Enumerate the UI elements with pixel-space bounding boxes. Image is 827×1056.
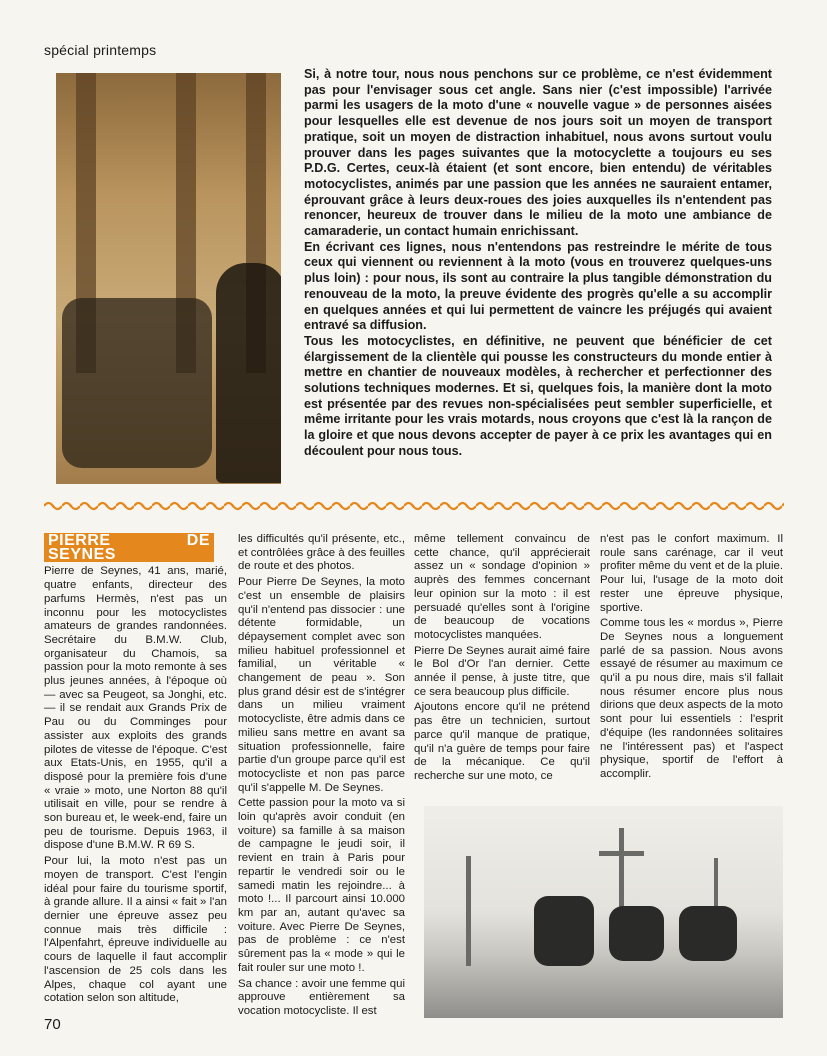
article-paragraph: n'est pas le confort maximum. Il roule sans carénage, car il veut profiter même du vent et de la pluie. Pour lui, l'usage de la moto doit rester une épreuve physique, sportive.	[600, 533, 783, 614]
article-paragraph: les difficultés qu'il présente, etc., et contrôlées grâce à des feuilles de route et des photos.	[238, 533, 405, 573]
article-paragraph: Comme tous les « mordus », Pierre De Seynes nous a longuement parlé de sa passion. Nous avons essayé de résumer au maximum ce qu'il a pu nous dire, mais s'il fallait nous résumer encore plus nous dirions que deux aspects de la moto sont pour lui essentiels : l'esprit d'équipe (les randonnées solitaires ne l'intéressent pas) et l'aspect physique, sportif de l'effort à accomplir.	[600, 617, 783, 780]
section-label: spécial printemps	[44, 42, 157, 58]
article-paragraph: Cette passion pour la moto va si loin qu'après avoir conduit (en voiture) sa famille à sa maison de campagne le jeudi soir, il revient en train à Paris pour repartir le vendredi soir ou le samedi matin les rejoindre... à moto !... Il parcourt ainsi 10.000 km par an, autant qu'avec sa voiture. Avec Pierre De Seynes, pas de problème : ce n'est sûrement pas la « mode » qui le fait rouler sur une moto !.	[238, 797, 405, 974]
photo-motorcycle	[609, 906, 664, 961]
article-heading: PIERRE DE SEYNES	[44, 533, 214, 562]
photo-cross-bar	[599, 851, 644, 856]
article-paragraph: Pierre de Seynes, 41 ans, marié, quatre enfants, directeur des parfums Hermès, n'est pas un inconnu pour les motocyclistes amateurs de grandes randonnées. Secrétaire du B.M.W. Club, organisateur du Chamois, sa passion pour la moto remonte à ses plus jeunes années, à l'époque où — avec sa Peugeot, sa Jonghi, etc. — il se rendait aux Grands Prix de Pau ou du Comminges pour assister aux exploits des grands pilotes de vitesse de l'époque. C'est aux Etats-Unis, en 1955, qu'il a disposé pour la première fois d'une « vraie » moto, une Norton 88 qu'il utilisait en ville, pour se rendre à son bureau et, le week-end, faire un peu de tourisme. Depuis 1963, il dispose d'une B.M.W. R 69 S.	[44, 565, 227, 852]
intro-text	[304, 67, 772, 460]
intro-paragraph: En écrivant ces lignes, nous n'entendons pas restreindre le mérite de tous ceux qui viennent ou reviennent à la moto (vous en trouverez quelques-uns plus loin) : pour nous, ils sont au contraire la plus tangible démonstration du renouveau de la moto, la preuve évidente des progrès qu'elle a su accomplir en quelques années et qui lui permettent de vaincre les préjugés qui avaient entravé sa diffusion.	[304, 239, 772, 333]
article-column-2	[238, 533, 405, 1021]
article-paragraph: Pour lui, la moto n'est pas un moyen de transport. C'est l'engin idéal pour faire du tourisme sportif, à grande allure. Il a ainsi « fait » l'an dernier une épreuve assez peu connue mais très difficile : l'Alpenfahrt, épreuve individuelle au cours de laquelle il faut accomplir l'ascension de 25 cols dans les Alpes, chaque col ayant une cotation selon son altitude,	[44, 855, 227, 1005]
article-column-4	[600, 533, 783, 784]
article-paragraph: Sa chance : avoir une femme qui approuve entièrement sa vocation motocycliste. Il est	[238, 977, 405, 1017]
article-paragraph: même tellement convaincu de cette chance, qu'il apprécierait assez un « sondage d'opinion » auprès des femmes concernant leur opinion sur la moto : il est persuadé qu'elles sont à l'origine de beaucoup de vocations motocyclistes manquées.	[414, 533, 590, 641]
photo-cross-post	[466, 856, 471, 966]
article-paragraph: Pour Pierre De Seynes, la moto c'est un ensemble de plaisirs qu'il n'entend pas dissocier : une détente formidable, un dépaysement complet avec son milieu habituel professionnel et familial, un véritable « changement de peau ». Son plus grand désir est de s'intégrer dans un milieu vraiment motocycliste, être admis dans ce milieu sans mettre en avant sa situation professionnelle, faire partie d'un groupe parce qu'il est motocycliste et non pas parce qu'il s'appelle M. De Seynes.	[238, 576, 405, 794]
bottom-photo-motorcycles-crosses	[424, 806, 783, 1018]
photo-motorcycle-shape	[62, 298, 212, 468]
top-photo-man-with-motorcycle	[56, 73, 281, 484]
intro-paragraph: Si, à notre tour, nous nous penchons sur ce problème, ce n'est évidemment pas pour l'envisager sous cet angle. Sans nier (c'est impossible) l'arrivée parmi les usagers de la moto d'une « nouvelle vague » de personnes aisées pour lesquelles elle est devenue de nos jours soit un moyen de transport pratique, soit un moyen de distraction inhabituel, nous avons surtout voulu prouver dans les pages suivantes que la motocyclette a toujours eu ses P.D.G. Certes, ceux-là étaient (et sont encore, bien entendu) de véritables motocyclistes, animés par une passion que les années ne sauraient entamer, éprouvant grâce à leurs deux-roues des joies auxquelles ils n'entendent pas renoncer, heureux de trouver dans le milieu de la moto une ambiance de camaraderie, un contact humain enrichissant.	[304, 67, 772, 239]
intro-paragraph: Tous les motocyclistes, en définitive, ne peuvent que bénéficier de cet élargissement de la clientèle qui pousse les constructeurs du monde entier à mettre en chantier de nouveaux modèles, à rechercher et perfectionner des solutions techniques modernes. Et si, quelques fois, la manière dont la moto est présentée par des revues non-spécialisées peut sembler superficielle, et même irritante pour les vrais motards, nous croyons que c'est là la rançon de la gloire et que nous devons accepter de payer à ce prix les avantages qui en découlent pour nous tous.	[304, 333, 772, 458]
article-paragraph: Pierre De Seynes aurait aimé faire le Bol d'Or l'an dernier. Cette année il pense, à juste titre, que ce sera beaucoup plus difficile.	[414, 644, 590, 698]
page-number: 70	[44, 1016, 61, 1033]
photo-man-shape	[216, 263, 281, 483]
article-column-1	[44, 533, 227, 1008]
article-column-3	[414, 533, 590, 786]
ornamental-divider	[44, 500, 784, 512]
article-paragraph: Ajoutons encore qu'il ne prétend pas être un technicien, surtout parce qu'il manque de pratique, qu'il n'a guère de temps pour faire de la mécanique. Ce qu'il recherche sur une moto, ce	[414, 701, 590, 782]
photo-rider-and-motorcycle	[534, 896, 594, 966]
photo-motorcycle	[679, 906, 737, 961]
